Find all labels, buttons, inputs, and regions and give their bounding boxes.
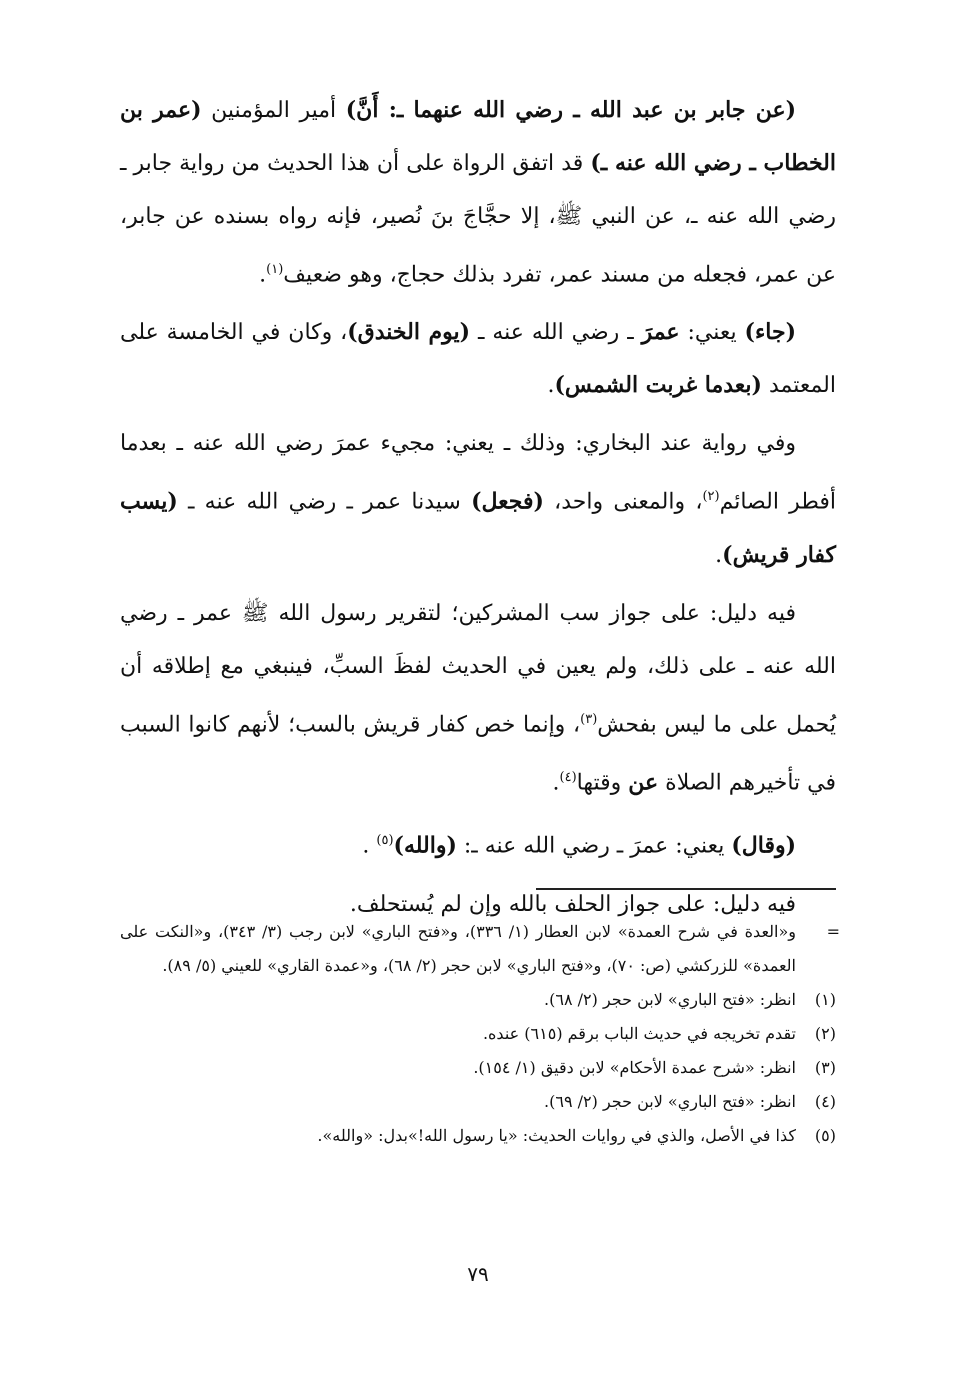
footnote-number: (٢) xyxy=(814,1024,836,1043)
text-run: يعني: عمرَ ـ رضي الله عنه ـ: xyxy=(456,833,732,859)
footnote-text: كذا في الأصل، والذي في روايات الحديث: «يا رسول الله!»بدل: «والله». xyxy=(317,1126,796,1145)
footnote-number: (٤) xyxy=(814,1092,836,1111)
bold-text: (والله) xyxy=(393,832,457,859)
text-run: ، والمعنى واحد، xyxy=(543,489,703,515)
paragraph-3 xyxy=(120,417,836,581)
text-run: . xyxy=(715,542,723,568)
footnote-continuation xyxy=(120,915,840,983)
text-run: أمير المؤمنين xyxy=(201,98,346,123)
page-number: ٧٩ xyxy=(467,1262,489,1286)
paragraph-1 xyxy=(120,84,836,301)
paragraph-4 xyxy=(120,587,836,810)
footnotes xyxy=(120,915,840,1153)
footnote-ref: (٤) xyxy=(559,769,577,785)
footnote-ref: (٣) xyxy=(580,711,598,727)
text-run: وقتها xyxy=(576,770,629,796)
paragraph-5 xyxy=(120,814,836,872)
text-run: فيه دليل: على جواز سب المشركين؛ لتقرير رسول الله ﷺ عمر ـ رضي الله عنه ـ على ذلك، ولم يعين في الحديث لفظَ السبِّ، فينبغي مع إطلاقه أن يُحمل على ما ليس بفحش xyxy=(120,600,836,737)
footnote-1 xyxy=(120,983,836,1017)
footnote-2 xyxy=(120,1017,836,1051)
text-run: فيه دليل: على جواز الحلف بالله وإن لم يُستحلف. xyxy=(349,891,796,917)
footnote-number: (٥) xyxy=(814,1126,836,1145)
bold-text: عمرَ xyxy=(641,319,680,346)
text-run: ـ رضي الله عنه ـ xyxy=(470,320,642,346)
footnote-number: (١) xyxy=(814,990,836,1009)
footnote-3 xyxy=(120,1051,836,1085)
footnote-text: انظر: «فتح الباري» لابن حجر (٢/ ٦٨). xyxy=(544,990,796,1009)
text-run: . xyxy=(547,373,555,399)
footnote-text: انظر: «فتح الباري» لابن حجر (٢/ ٦٩). xyxy=(544,1092,796,1111)
footnote-separator xyxy=(536,888,836,890)
footnote-continuation-text: و«العدة في شرح العمدة» لابن العطار (١/ ٣٣٦)، و«فتح الباري» لابن رجب (٣/ ٣٤٣)، و«النكت على العمدة» للزركشي (ص: ٧٠)، و«فتح الباري» لابن حجر (٢/ ٦٨)، و«عمدة القاري» للعيني (٥/ ٨٩). xyxy=(120,922,797,975)
continuation-mark: = xyxy=(826,922,840,941)
text-run: . xyxy=(552,770,560,796)
footnote-number: (٣) xyxy=(814,1058,836,1077)
bold-text: (بعدما غربت الشمس) xyxy=(554,372,762,399)
paragraph-2 xyxy=(120,306,836,412)
main-text xyxy=(120,84,836,1364)
text-run: قد اتفق الرواة على أن هذا الحديث من رواية جابر ـ رضي الله عنه ـ، عن النبي ﷺ، إلا حجَّاجَ بنَ نُصير، فإنه رواه بسنده عن جابر، عن عمر، فجعله من مسند عمر، تفرد بذلك حجاج، وهو ضعيف xyxy=(120,151,836,288)
bold-text: (يسب كفار قريش) xyxy=(120,488,836,568)
bold-text: (جاء) xyxy=(744,319,796,346)
footnote-ref: (١) xyxy=(266,262,284,277)
bold-text: عن xyxy=(628,769,659,796)
footnote-ref: (٢) xyxy=(702,489,720,505)
text-run: . xyxy=(362,833,377,859)
text-run: يعني: xyxy=(679,320,745,346)
footnote-ref: (٥) xyxy=(376,833,394,849)
bold-text: (عن جابر بن عبد الله ـ رضي الله عنهما ـ: أَنَّ) xyxy=(345,97,796,123)
footnote-text: تقدم تخريجه في حديث الباب برقم (٦١٥) عنده. xyxy=(482,1024,796,1043)
footnote-5 xyxy=(120,1119,836,1153)
footnote-text: انظر: «شرح عمدة الأحكام» لابن دقيق (١/ ١٥٤). xyxy=(473,1058,796,1077)
text-run: سيدنا عمر ـ رضي الله عنه ـ xyxy=(177,489,472,515)
bold-text: (يوم الخندق) xyxy=(347,319,471,346)
bold-text: (وقال) xyxy=(731,832,796,859)
bold-text: (عمر بن الخطاب ـ رضي الله عنه ـ) xyxy=(120,97,837,176)
bold-text: (فجعل) xyxy=(471,488,544,515)
footnote-4 xyxy=(120,1085,836,1119)
text-run: ، وكان في الخامسة على المعتمد xyxy=(120,320,836,399)
text-run: . xyxy=(259,262,267,288)
text-run: ، وإنما خص كفار قريش بالسب؛ لأنهم كانوا السبب في تأخيرهم الصلاة xyxy=(120,711,836,796)
text-run: وفي رواية عند البخاري: وذلك ـ يعني: مجيء عمرَ رضي الله عنه ـ بعدما أفطر الصائم xyxy=(120,431,836,515)
